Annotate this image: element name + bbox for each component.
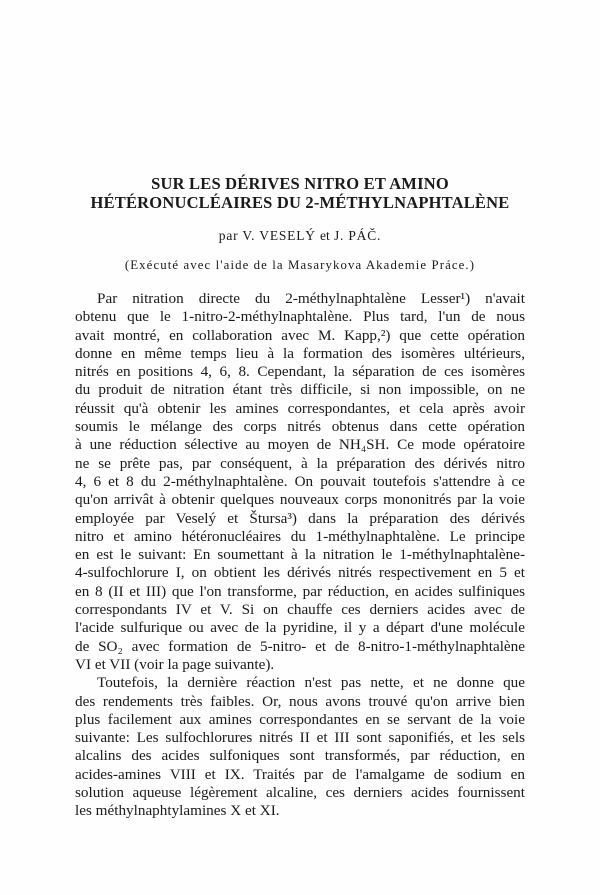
text-line: avait montré, en collaboration avec M. Kapp,²) que cette opération bbox=[75, 326, 525, 344]
author-pac: J. PÁČ. bbox=[333, 228, 382, 243]
text-line: alcalins des acides sulfoniques sont transformés, par réduction, en bbox=[75, 747, 525, 765]
text-line: acides-amines VIII et IX. Traités par de l'amalgame de sodium en bbox=[75, 765, 525, 783]
funding-note: (Exécuté avec l'aide de la Masarykova Akademie Práce.) bbox=[124, 258, 476, 272]
byline-prefix: par bbox=[218, 228, 239, 243]
text-line: qu'on arrivât à obtenir quelques nouveaux corps mononitrés par la voie bbox=[75, 491, 525, 509]
text-line: nitro et amino hétéronucléaires du 1-méthylnaphtalène. Le principe bbox=[75, 527, 525, 545]
byline-conjunction: et bbox=[320, 228, 330, 243]
text-line: obtenu que le 1-nitro-2-méthylnaphtalène. Plus tard, l'un de nous bbox=[75, 308, 525, 326]
text-line: employée par Veselý et Štursa³) dans la préparation des dérivés bbox=[75, 509, 525, 527]
article-body bbox=[75, 290, 525, 821]
text-line: en est le suivant: En soumettant à la nitration le 1-méthylnaphtalène- bbox=[75, 546, 525, 564]
text-line: Par nitration directe du 2-méthylnaphtalène Lesser¹) n'avait bbox=[97, 290, 525, 307]
text-line: réussit qu'à obtenir les amines correspondantes, et cela après avoir bbox=[75, 399, 525, 417]
text-line: soumis le mélange des corps nitrés obtenus dans cette opération bbox=[75, 418, 525, 436]
paragraph-1 bbox=[75, 290, 525, 674]
text-line: des rendements très faibles. Or, nous avons trouvé qu'on arrive bien bbox=[75, 692, 525, 710]
text-line: donne en même temps lieu à la formation des isomères ultérieurs, bbox=[75, 344, 525, 362]
text-line: Toutefois, la dernière réaction n'est pas nette, et ne donne que bbox=[97, 674, 525, 692]
text-line: correspondants IV et V. Si on chauffe ces derniers acides avec de bbox=[75, 601, 525, 619]
text-line: 4, 6 et 8 du 2-méthylnaphtalène. On pouvait toutefois s'attendre à ce bbox=[75, 472, 525, 490]
text-line: les méthylnaphtylamines X et XI. bbox=[75, 802, 280, 820]
author-vesely: V. VESELÝ bbox=[242, 228, 316, 243]
text-line: suivante: Les sulfochlorures nitrés II et III sont saponifiés, et les sels bbox=[75, 729, 525, 747]
text-line: du produit de nitration étant très difficile, si non impossible, on ne bbox=[75, 381, 525, 399]
text-line: 4-sulfochlorure I, on obtient les dérivés nitrés respectivement en 5 et bbox=[75, 564, 525, 582]
text-line: plus facilement aux amines correspondantes en se servant de la voie bbox=[75, 710, 525, 728]
text-line: VI et VII (voir la page suivante). bbox=[75, 655, 275, 673]
text-line: en 8 (II et III) que l'on transforme, par réduction, en acides sulfiniques bbox=[75, 582, 525, 600]
paragraph-2 bbox=[75, 674, 525, 820]
byline bbox=[0, 228, 600, 244]
text-line: nitrés en positions 4, 6, 8. Cependant, la séparation de ces isomères bbox=[75, 363, 525, 381]
text-line: solution aqueuse légèrement alcaline, ces derniers acides fournissent bbox=[75, 784, 525, 802]
text-line: à une réduction sélective au moyen de NH₄SH. Ce mode opératoire bbox=[75, 436, 525, 454]
text-line: de SO₂ avec formation de 5-nitro- et de 8-nitro-1-méthylnaphtalène bbox=[75, 637, 525, 655]
article-title-line-2: HÉTÉRONUCLÉAIRES DU 2-MÉTHYLNAPHTALÈNE bbox=[90, 193, 510, 212]
text-line: ne se prête pas, par conséquent, à la préparation des dérivés nitro bbox=[75, 454, 525, 472]
article-title-line-1: SUR LES DÉRIVES NITRO ET AMINO bbox=[151, 174, 449, 193]
text-line: l'acide sulfurique ou avec de la pyridine, il y a départ d'une molécule bbox=[75, 619, 525, 637]
